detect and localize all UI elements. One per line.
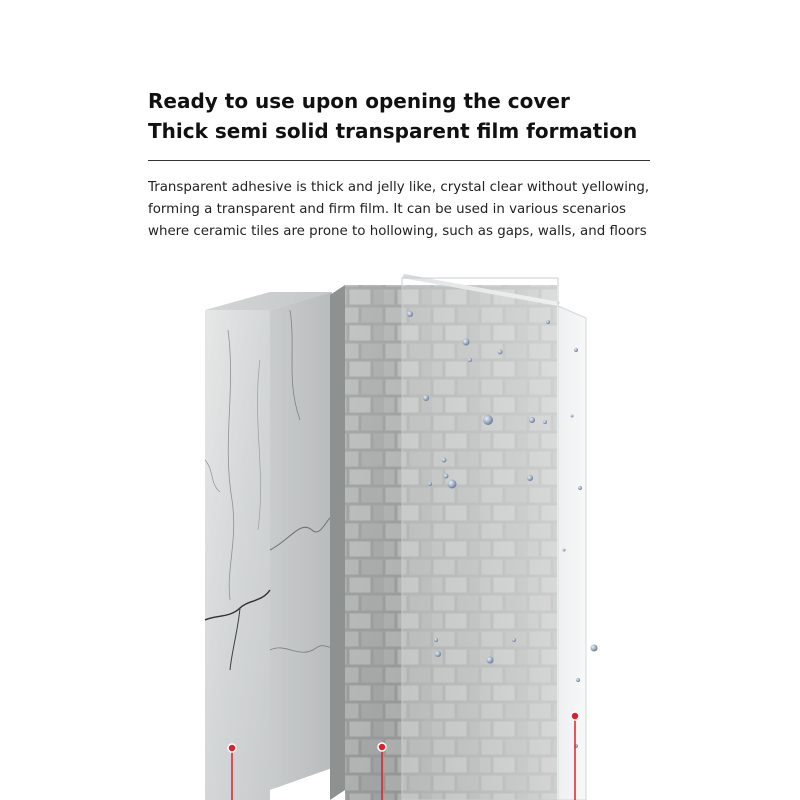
divider-line: [148, 160, 650, 161]
description: [148, 177, 649, 243]
headline: [148, 86, 637, 146]
headline-line-2: Thick semi solid transparent film formation: [148, 119, 638, 143]
concrete-wall-layer: [205, 292, 332, 800]
description-line-2: forming a transparent and firm film. It can be used in various scenarios: [148, 202, 627, 217]
headline-line-1: Ready to use upon opening the cover: [148, 89, 570, 113]
layer-illustration: [0, 270, 800, 800]
transparent-film-layer: [402, 274, 598, 800]
description-line-3: where ceramic tiles are prone to hollowing, such as gaps, walls, and floors: [148, 224, 647, 239]
description-line-1: Transparent adhesive is thick and jelly like, crystal clear without yellowing,: [148, 180, 650, 195]
